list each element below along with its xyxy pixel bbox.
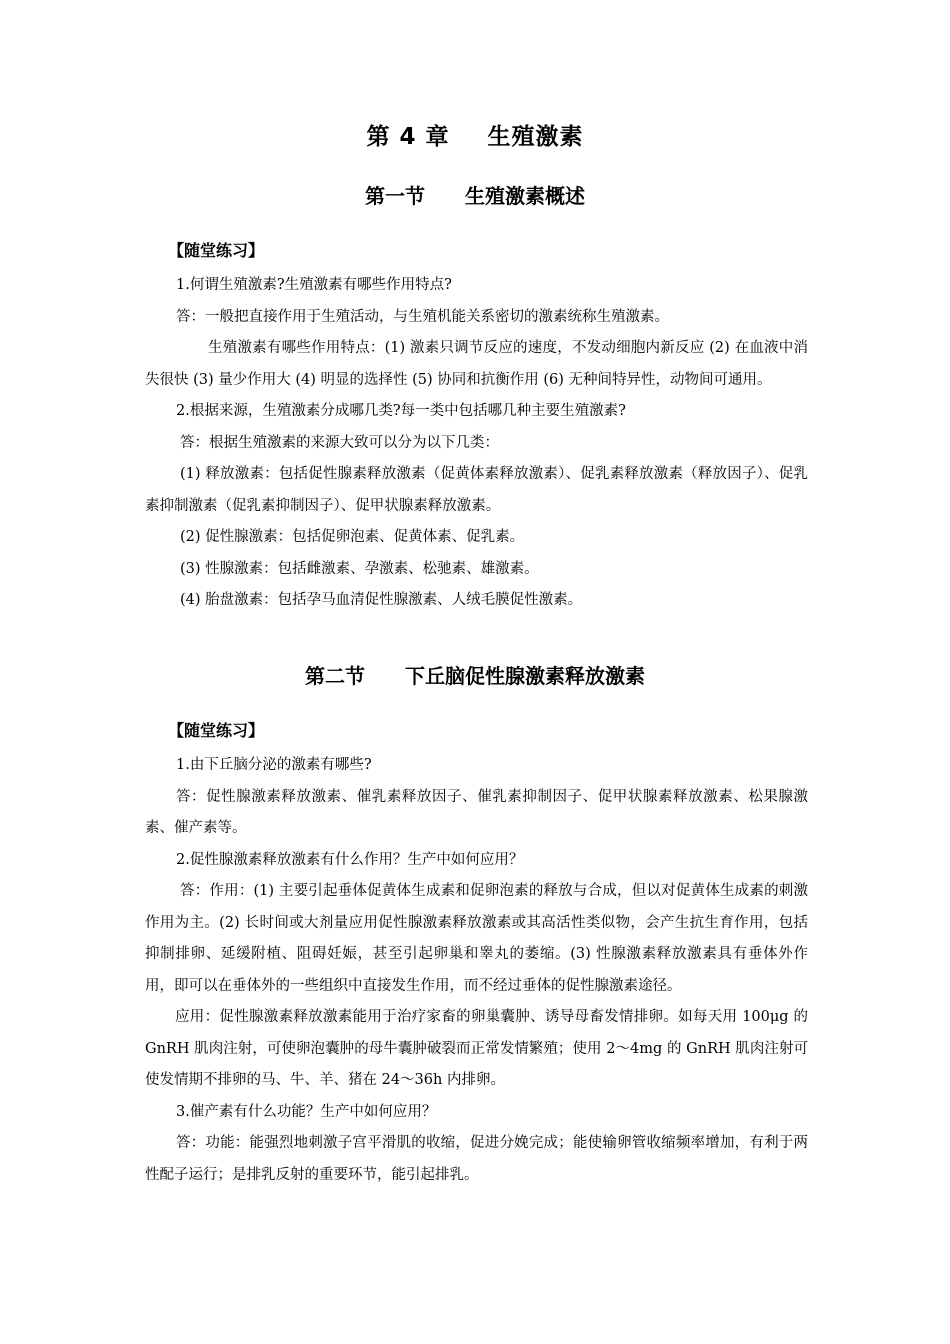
- question-1: 1.由下丘脑分泌的激素有哪些?: [176, 757, 372, 773]
- answer-2-intro: 答：根据生殖激素的来源大致可以分为以下几类：: [180, 434, 499, 451]
- answer-2-function: 答：作用：(1) 主要引起垂体促黄体生成素和促卵泡素的释放与合成，但以对促黄体生成素的刺激作用为主。(2) 长时间或大剂量应用促性腺激素释放激素或其高活性类似物，会产生抗生育作用，包括抑制排卵、延缓附植、阻碍妊娠，甚至引起卵巢和睾丸的萎缩。(3) 性腺激素释放激素具有垂体外作用，即可以在垂体外的一些组织中直接发生作用，而不经过垂体的促性腺激素途径。: [145, 883, 808, 994]
- question-3: 3.催产素有什么功能？生产中如何应用？: [176, 1103, 437, 1120]
- section-1-name: 生殖激素概述: [465, 184, 585, 208]
- answer-2-item: (4) 胎盘激素：包括孕马血清促性腺激素、人绒毛膜促性激素。: [180, 592, 583, 608]
- answer-3: 答：功能：能强烈地刺激子宫平滑肌的收缩，促进分娩完成；能使输卵管收缩频率增加，有利于两性配子运行；是排乳反射的重要环节，能引起排乳。: [145, 1135, 808, 1183]
- question-1: 1.何谓生殖激素?生殖激素有哪些作用特点?: [176, 277, 452, 293]
- answer-2-application: 应用：促性腺激素释放激素能用于治疗家畜的卵巢囊肿、诱导母畜发情排卵。如每天用 100μg 的 GnRH 肌肉注射，可使卵泡囊肿的母牛囊肿破裂而正常发情繁殖；使用 2～4mg 的 GnRH 肌肉注射可使发情期不排卵的马、牛、羊、猪在 24～36h 内排卵。: [145, 1009, 808, 1088]
- answer-2-item: (1) 释放激素：包括促性腺素释放激素（促黄体素释放激素）、促乳素释放激素（释放因子）、促乳素抑制激素（促乳素抑制因子）、促甲状腺素释放激素。: [145, 466, 808, 514]
- section-1-number: 第一节: [365, 184, 425, 208]
- section-2-name: 下丘脑促性腺激素释放激素: [405, 664, 645, 688]
- answer-1: 答：促性腺激素释放激素、催乳素释放因子、催乳素抑制因子、促甲状腺素释放激素、松果腺激素、催产素等。: [145, 788, 808, 836]
- chapter-name: 生殖激素: [487, 124, 584, 150]
- section-2-number: 第二节: [305, 664, 365, 688]
- answer-2-item: (2) 促性腺激素：包括促卵泡素、促黄体素、促乳素。: [180, 529, 525, 545]
- chapter-number: 第 4 章: [366, 124, 450, 150]
- question-2: 2.促性腺激素释放激素有什么作用？生产中如何应用？: [176, 851, 524, 868]
- section-2-title: [0, 660, 950, 689]
- answer-1-paragraph-2: 生殖激素有哪些作用特点：(1) 激素只调节反应的速度，不发动细胞内新反应 (2) 在血液中消失很快 (3) 量少作用大 (4) 明显的选择性 (5) 协同和抗衡作用 (6) 无种间特异性，动物间可通用。: [145, 340, 808, 388]
- answer-2-item: (3) 性腺激素：包括雌激素、孕激素、松驰素、雄激素。: [180, 560, 539, 577]
- section-1-title: [0, 180, 950, 209]
- section-2-practice-label: 【随堂练习】: [168, 721, 265, 740]
- section-1-practice-label: 【随堂练习】: [168, 241, 265, 260]
- answer-1-paragraph-1: 答：一般把直接作用于生殖活动，与生殖机能关系密切的激素统称生殖激素。: [176, 308, 669, 325]
- section-2-body: [145, 750, 808, 1191]
- section-1-body: [145, 270, 808, 617]
- chapter-title: [0, 118, 950, 151]
- question-2: 2.根据来源，生殖激素分成哪几类?每一类中包括哪几种主要生殖激素?: [176, 403, 626, 419]
